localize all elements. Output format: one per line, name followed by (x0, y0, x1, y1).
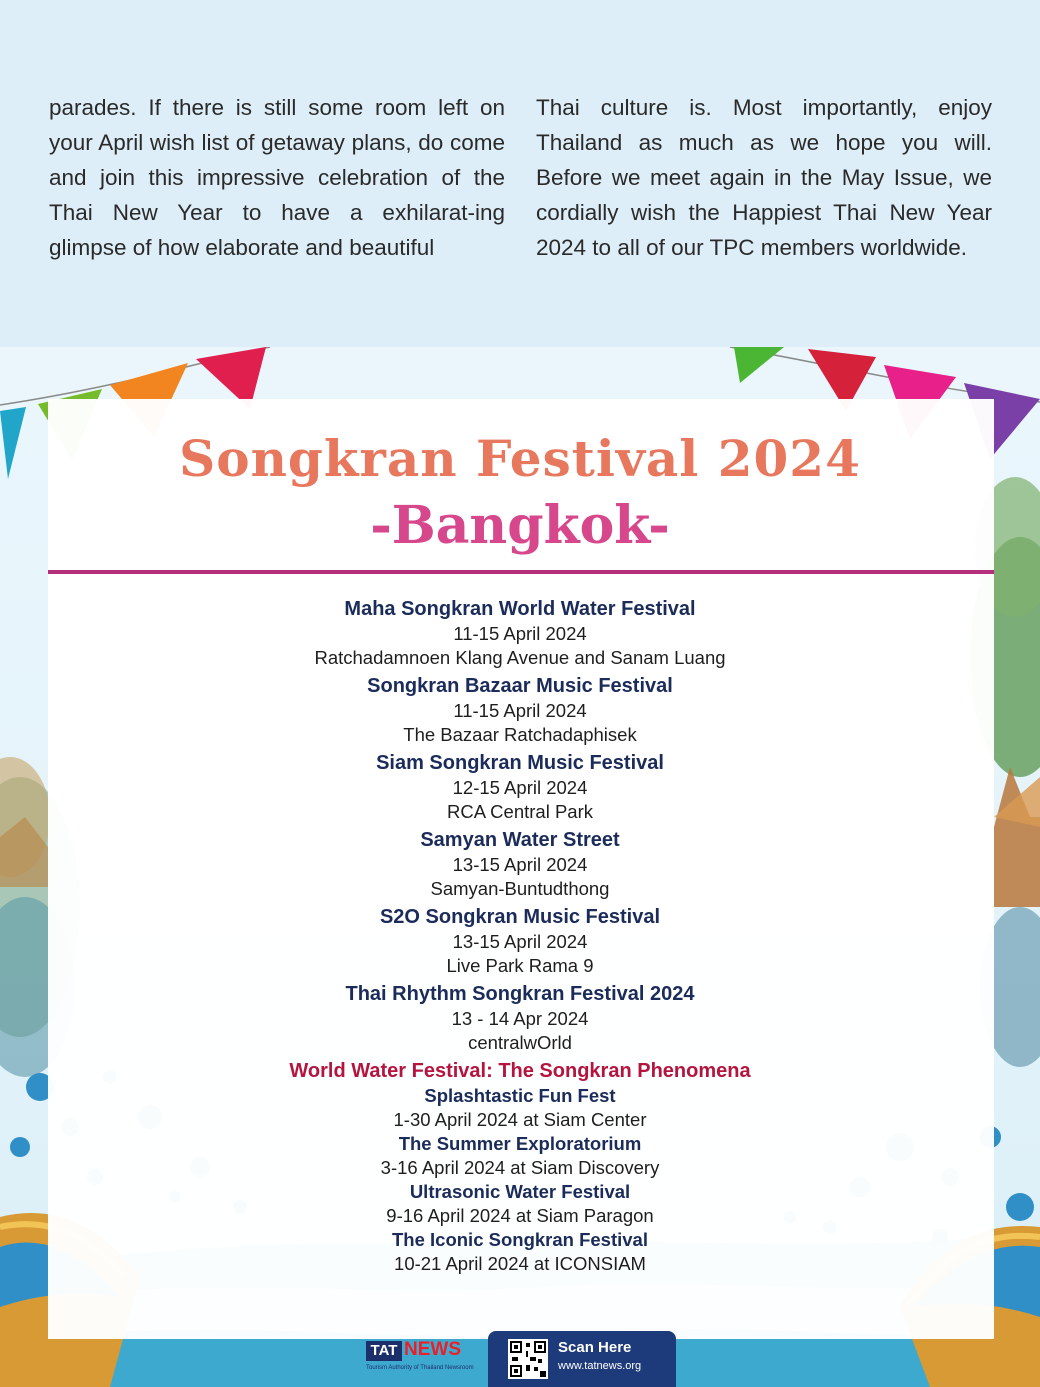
event-item (0, 597, 1040, 669)
event-venue: Live Park Rama 9 (446, 954, 594, 976)
sub-event-detail: 3-16 April 2024 at Siam Discovery (380, 1157, 660, 1178)
sub-event-name: The Summer Exploratorium (398, 1133, 642, 1154)
event-name: Songkran Bazaar Music Festival (367, 675, 673, 697)
highlight-title: World Water Festival: The Songkran Phenomena (289, 1060, 751, 1082)
title-divider (48, 570, 994, 574)
article-left-column: parades. If there is still some room left on your April wish list of getaway plans, do come and join this impressive celebration of the Thai New Year to have a exhilarat-ing glimpse of how elaborate and beautiful (49, 95, 505, 260)
scan-url[interactable]: www.tatnews.org (558, 1360, 642, 1372)
scan-here-label: Scan Here (558, 1339, 632, 1356)
event-venue: centralwOrld (468, 1031, 572, 1053)
event-date: 12-15 April 2024 (452, 777, 588, 798)
event-date: 11-15 April 2024 (453, 623, 587, 644)
songkran-poster (0, 347, 1040, 1387)
tat-logo-mark: TAT (366, 1341, 402, 1361)
sub-event-detail: 1-30 April 2024 at Siam Center (393, 1109, 647, 1130)
event-venue: Samyan-Buntudthong (430, 877, 610, 899)
event-date: 13-15 April 2024 (452, 854, 588, 875)
event-date: 13 - 14 Apr 2024 (451, 1008, 589, 1029)
article-right-column: Thai culture is. Most importantly, enjoy Thailand as much as we hope you will. Before we meet again in the May Issue, we cordially wish the Happiest Thai New Year 2024 to all of our TPC members worldwide. (536, 95, 992, 260)
event-venue: Ratchadamnoen Klang Avenue and Sanam Luang (314, 646, 726, 668)
event-name: S2O Songkran Music Festival (379, 906, 661, 928)
sub-event-name: The Iconic Songkran Festival (392, 1229, 648, 1250)
events-list (0, 597, 1040, 1276)
poster-subtitle: -Bangkok- (370, 495, 670, 556)
event-name: Samyan Water Street (420, 829, 620, 851)
tat-news-logo (366, 1341, 478, 1377)
event-item (0, 905, 1040, 977)
event-name: Siam Songkran Music Festival (376, 752, 664, 774)
event-item (0, 751, 1040, 823)
sub-event-name: Ultrasonic Water Festival (409, 1181, 631, 1202)
event-name: Maha Songkran World Water Festival (344, 598, 696, 620)
tat-logo-news: NEWS (404, 1339, 461, 1360)
qr-code-icon[interactable] (508, 1339, 548, 1379)
event-venue: The Bazaar Ratchadaphisek (403, 723, 637, 745)
event-venue: RCA Central Park (447, 800, 593, 822)
sub-event-name: Splashtastic Fun Fest (424, 1085, 616, 1106)
event-date: 11-15 April 2024 (453, 700, 587, 721)
sub-event-detail: 9-16 April 2024 at Siam Paragon (386, 1205, 654, 1226)
poster-title: Songkran Festival 2024 (179, 429, 861, 488)
tat-logo-tagline: Tourism Authority of Thailand Newsroom (366, 1365, 474, 1371)
event-date: 13-15 April 2024 (452, 931, 588, 952)
event-item (0, 674, 1040, 746)
article-band (0, 0, 1040, 347)
scan-here-box[interactable] (488, 1331, 676, 1387)
event-name: Thai Rhythm Songkran Festival 2024 (345, 983, 695, 1005)
sub-event-detail: 10-21 April 2024 at ICONSIAM (394, 1253, 646, 1274)
event-item (0, 828, 1040, 900)
event-item (0, 982, 1040, 1054)
